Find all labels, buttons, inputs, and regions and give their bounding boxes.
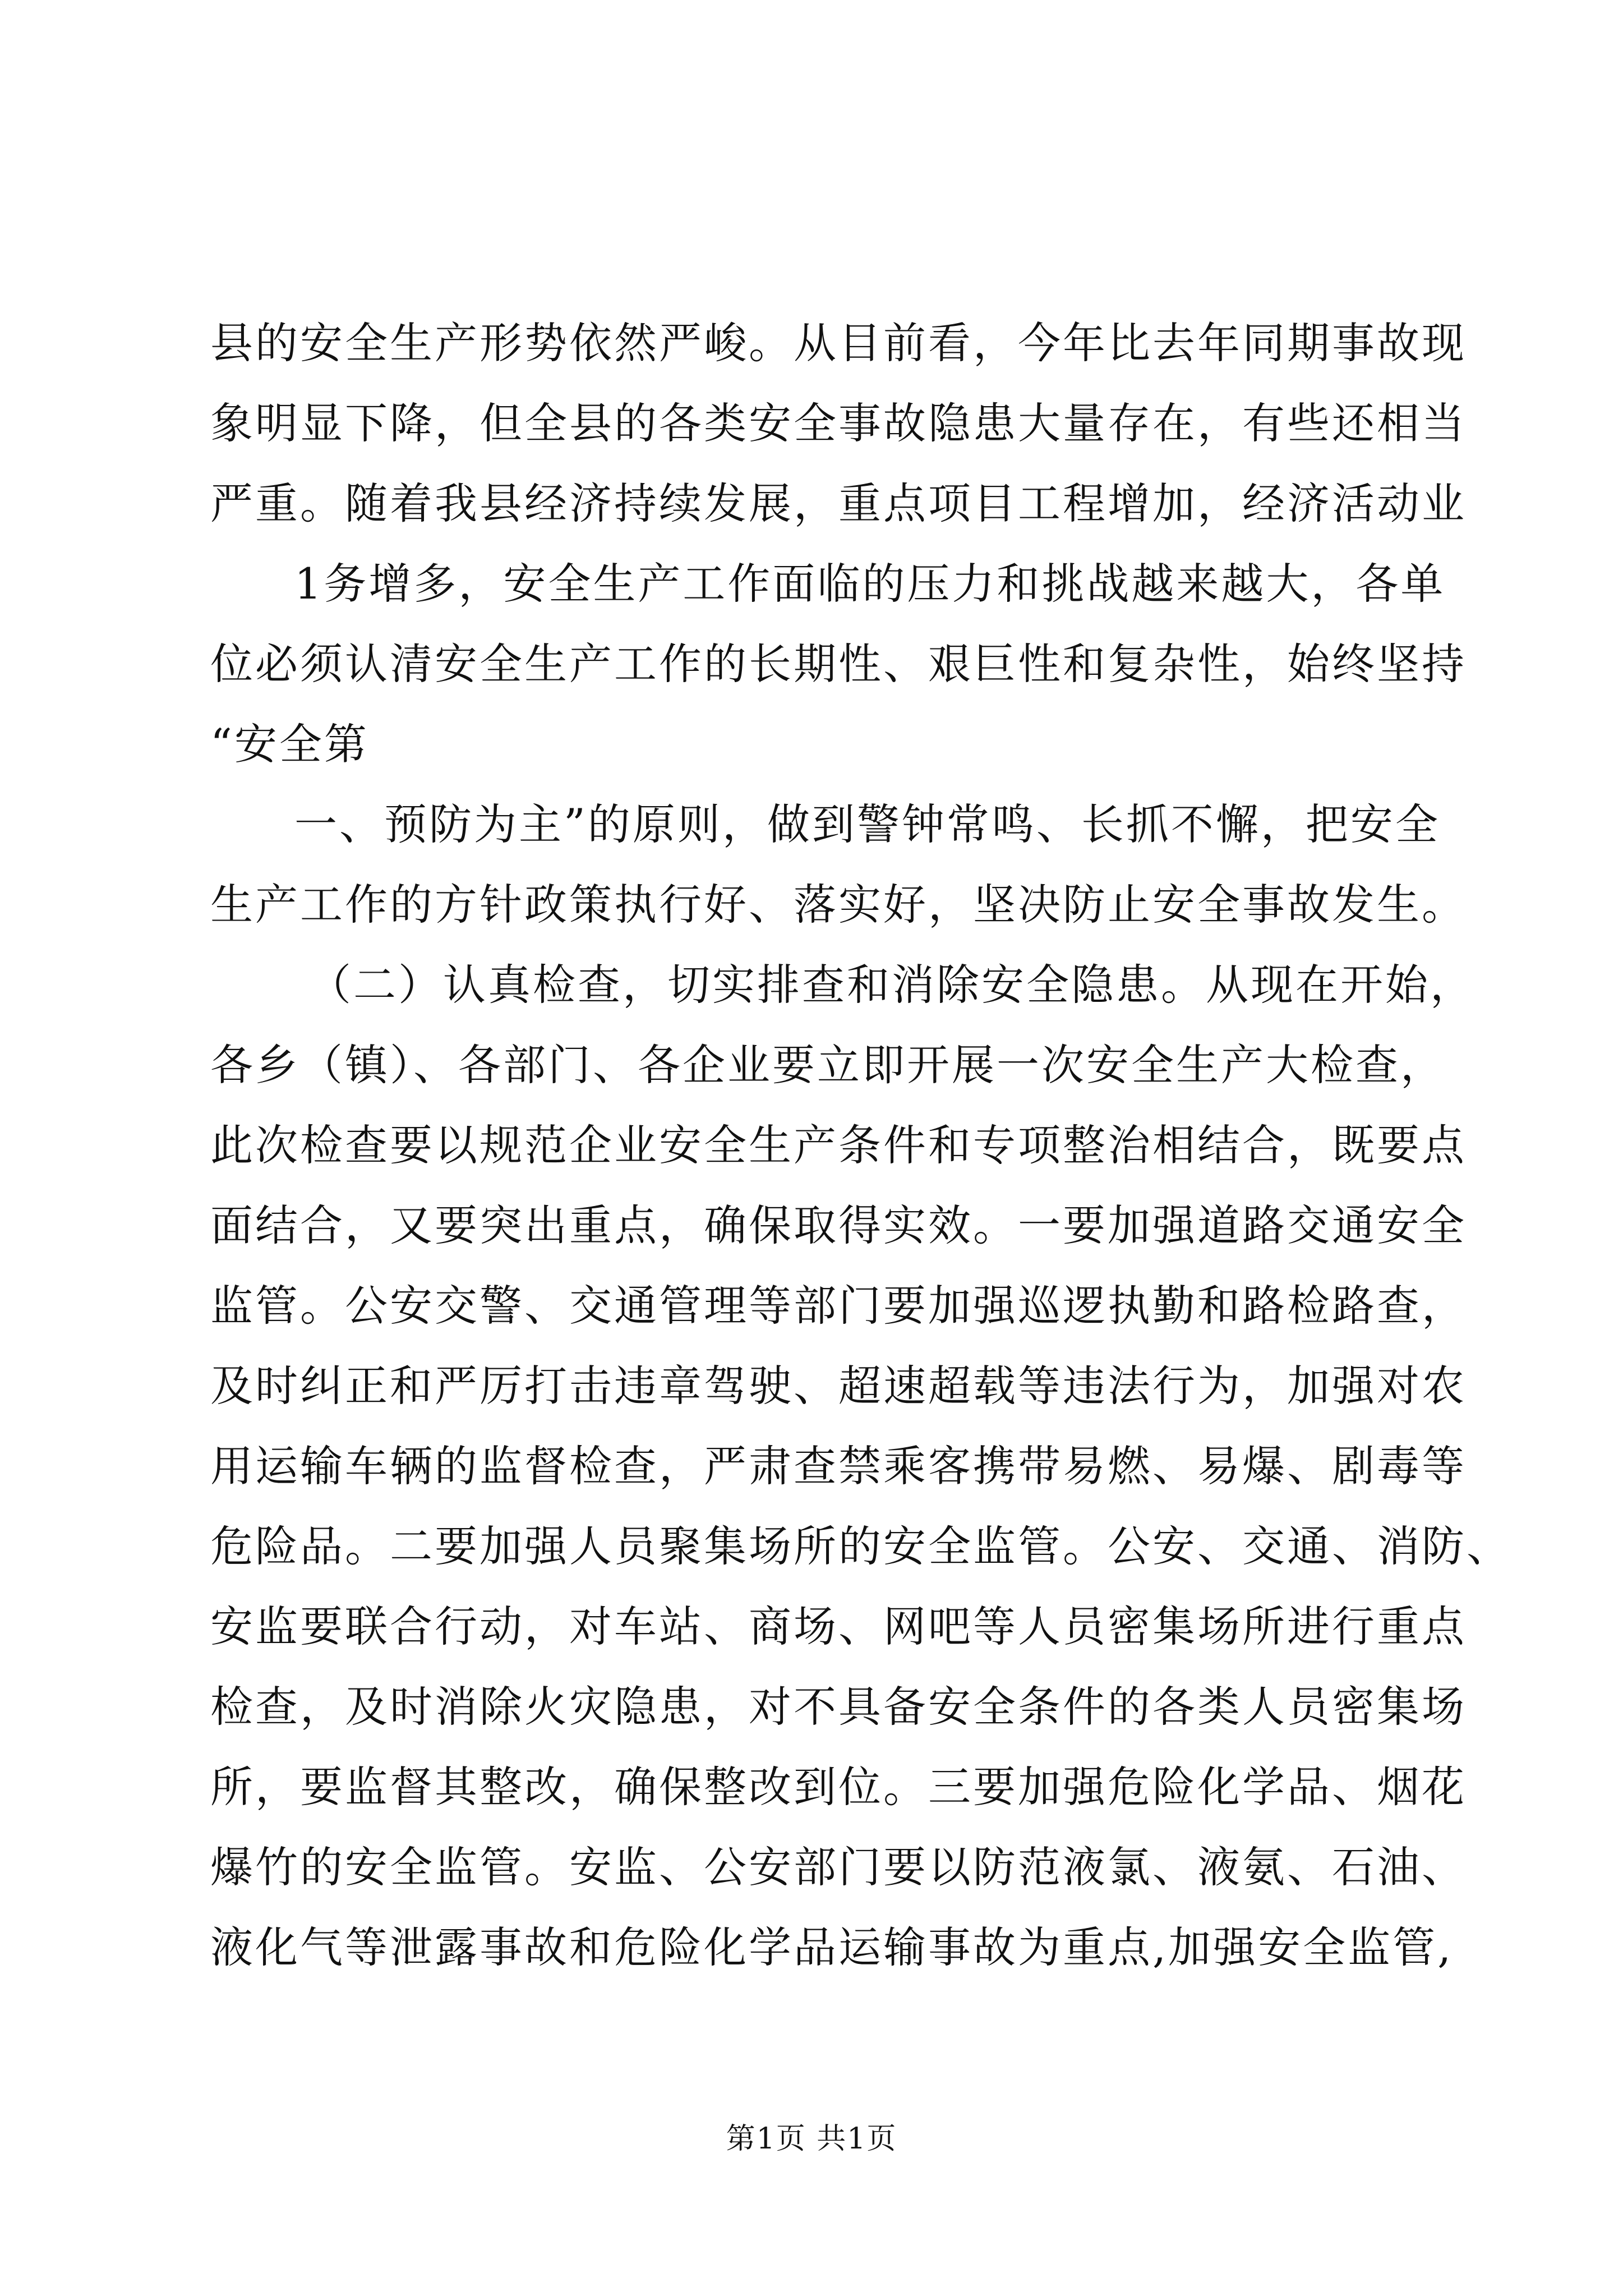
page-footer: 第1页 共1页 bbox=[726, 2122, 897, 2156]
text-line: 1务增多，安全生产工作面临的压力和挑战越来越大，各单 bbox=[294, 559, 1446, 609]
text-line: 此次检查要以规范企业安全生产条件和专项整治相结合，既要点 bbox=[210, 1120, 1467, 1170]
text-line: 安监要联合行动，对车站、商场、网吧等人员密集场所进行重点 bbox=[210, 1602, 1467, 1651]
body-text bbox=[210, 303, 1511, 1987]
text-line: 位必须认清安全生产工作的长期性、艰巨性和复杂性，始终坚持 bbox=[210, 639, 1467, 689]
text-line: 监管。公安交警、交通管理等部门要加强巡逻执勤和路检路查， bbox=[210, 1281, 1467, 1331]
text-line: 及时纠正和严厉打击违章驾驶、超速超载等违法行为，加强对农 bbox=[210, 1361, 1467, 1411]
text-line: 各乡（镇）、各部门、各企业要立即开展一次安全生产大检查， bbox=[210, 1040, 1445, 1090]
text-line: 生产工作的方针政策执行好、落实好，坚决防止安全事故发生。 bbox=[210, 880, 1467, 930]
text-line: 县的安全生产形势依然严峻。从目前看，今年比去年同期事故现 bbox=[210, 318, 1467, 368]
text-line: 检查，及时消除火灾隐患，对不具备安全条件的各类人员密集场 bbox=[210, 1682, 1467, 1732]
text-line: （二）认真检查，切实排查和消除安全隐患。从现在开始， bbox=[308, 960, 1475, 1010]
text-line: 严重。随着我县经济持续发展，重点项目工程增加，经济活动业 bbox=[210, 478, 1467, 528]
text-line: 面结合，又要突出重点，确保取得实效。一要加强道路交通安全 bbox=[210, 1200, 1467, 1250]
text-line: 爆竹的安全监管。安监、公安部门要以防范液氯、液氨、石油、 bbox=[210, 1842, 1467, 1892]
text-line: 危险品。二要加强人员聚集场所的安全监管。公安、交通、消防、 bbox=[210, 1521, 1511, 1571]
text-line: 一、预防为主”的原则，做到警钟常鸣、长抓不懈，把安全 bbox=[294, 799, 1440, 849]
text-line: “安全第 bbox=[210, 719, 369, 769]
text-line: 所，要监督其整改，确保整改到位。三要加强危险化学品、烟花 bbox=[210, 1762, 1467, 1812]
text-line: 象明显下降，但全县的各类安全事故隐患大量存在，有些还相当 bbox=[210, 398, 1467, 448]
text-line: 用运输车辆的监督检查，严肃查禁乘客携带易燃、易爆、剧毒等 bbox=[210, 1441, 1467, 1491]
text-line: 液化气等泄露事故和危险化学品运输事故为重点,加强安全监管, bbox=[210, 1922, 1454, 1972]
